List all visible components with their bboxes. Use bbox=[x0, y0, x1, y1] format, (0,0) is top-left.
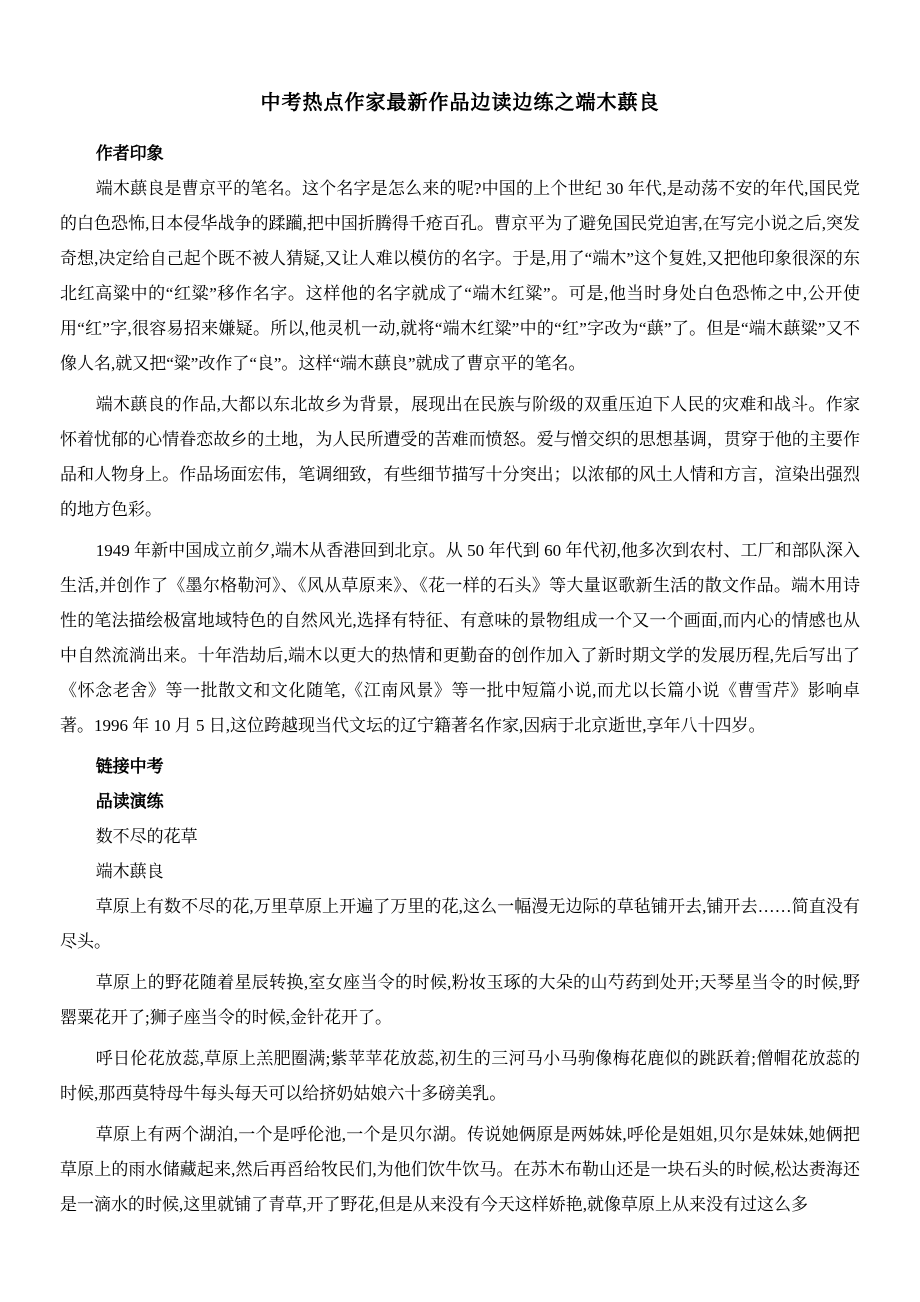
paragraph-works-overview: 端木蕻良的作品,大都以东北故乡为背景，展现出在民族与阶级的双重压迫下人民的灾难和战斗。作家怀着忧郁的心情眷恋故乡的土地，为人民所遭受的苦难而愤怒。爱与憎交织的思想基调，贯穿于他的主要作品和人物身上。作品场面宏伟，笔调细致，有些细节描写十分突出；以浓郁的风土人情和方言，渲染出强烈的地方色彩。 bbox=[60, 395, 860, 519]
paragraph-life-after-1949: 1949 年新中国成立前夕,端木从香港回到北京。从 50 年代到 60 年代初,他多次到农村、工厂和部队深入生活,并创作了《墨尔格勒河》、《风从草原来》、《花一样的石头》等大量讴歌新生活的散文作品。端木用诗性的笔法描绘极富地域特色的自然风光,选择有特征、有意味的景物组成一个又一个画面,而内心的情感也从中自然流淌出来。十年浩劫后,端木以更大的热情和更勤奋的创作加入了新时期文学的发展历程,先后写出了《怀念老舍》等一批散文和文化随笔,《江南风景》等一批中短篇小说,而尤以长篇小说《曹雪芹》影响卓著。1996 年 10 月 5 日,这位跨越现当代文坛的辽宁籍著名作家,因病于北京逝世,享年八十四岁。 bbox=[60, 541, 860, 735]
essay-author: 端木蕻良 bbox=[95, 862, 164, 881]
section-heading-reading-practice: 品读演练 bbox=[95, 792, 164, 811]
section-heading-zhongkao-link: 链接中考 bbox=[95, 757, 164, 776]
document-title: 中考热点作家最新作品边读边练之端木蕻良 bbox=[260, 92, 660, 114]
essay-paragraph-two-lakes: 草原上有两个湖泊,一个是呼伦池,一个是贝尔湖。传说她俩原是两姊妹,呼伦是姐姐,贝尔是妹妹,她俩把草原上的雨水储藏起来,然后再舀给牧民们,为他们饮牛饮马。在苏木布勒山还是一块石头的时候,松达赉海还是一滴水的时候,这里就铺了青草,开了野花,但是从来没有今天这样娇艳,就像草原上从来没有过这么多 bbox=[60, 1125, 860, 1214]
essay-paragraph-endless-flowers: 草原上有数不尽的花,万里草原上开遍了万里的花,这么一幅漫无边际的草毡铺开去,铺开去……简直没有尽头。 bbox=[60, 897, 860, 951]
section-heading-author-impression: 作者印象 bbox=[95, 144, 164, 163]
essay-paragraph-blooming-stamens: 呼日伦花放蕊,草原上羔肥圈满;紫苹苹花放蕊,初生的三河马小马驹像梅花鹿似的跳跃着;僧帽花放蕊的时候,那西莫特母牛每头每天可以给挤奶姑娘六十多磅美乳。 bbox=[60, 1049, 860, 1103]
essay-paragraph-star-seasons: 草原上的野花随着星辰转换,室女座当令的时候,粉妆玉琢的大朵的山芍药到处开;天琴星当令的时候,野罂粟花开了;狮子座当令的时候,金针花开了。 bbox=[60, 973, 860, 1027]
essay-title: 数不尽的花草 bbox=[95, 827, 198, 846]
paragraph-penname-origin: 端木蕻良是曹京平的笔名。这个名字是怎么来的呢?中国的上个世纪 30 年代,是动荡不安的年代,国民党的白色恐怖,日本侵华战争的蹂躏,把中国折腾得千疮百孔。曹京平为了避免国民党迫害,在写完小说之后,突发奇想,决定给自己起个既不被人猜疑,又让人难以模仿的名字。于是,用了“端木”这个复姓,又把他印象很深的东北红高粱中的“红粱”移作名字。这样他的名字就成了“端木红粱”。可是,他当时身处白色恐怖之中,公开使用“红”字,很容易招来嫌疑。所以,他灵机一动,就将“端木红粱”中的“红”字改为“蕻”了。但是“端木蕻粱”又不像人名,就又把“粱”改作了“良”。这样“端木蕻良”就成了曹京平的笔名。 bbox=[60, 179, 860, 373]
